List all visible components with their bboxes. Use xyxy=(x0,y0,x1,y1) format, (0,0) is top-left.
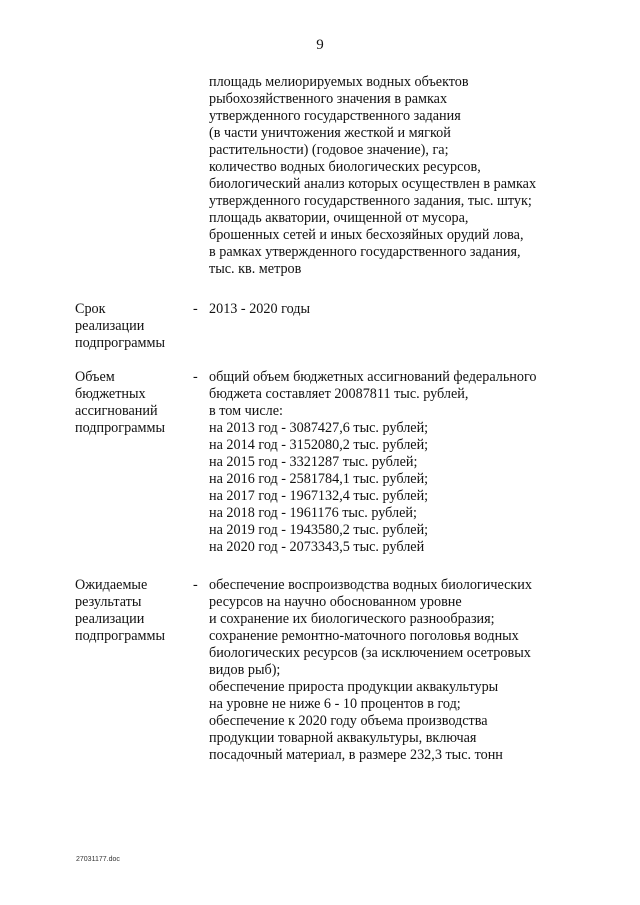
value-line: на 2014 год - 3152080,2 тыс. рублей; xyxy=(209,437,429,453)
value-line: бюджета составляет 20087811 тыс. рублей, xyxy=(209,386,469,402)
intro-line: площадь мелиорируемых водных объектов xyxy=(209,74,469,90)
section-label xyxy=(75,577,185,645)
label-line: бюджетных xyxy=(75,386,146,402)
intro-line: биологический анализ которых осуществлен в рамках xyxy=(209,176,537,192)
value-line: биологических ресурсов (за исключением осетровых xyxy=(209,645,531,661)
section-value xyxy=(209,369,609,556)
dash-separator: - xyxy=(193,577,198,593)
page-number: 9 xyxy=(316,37,324,53)
value-line: сохранение ремонтно-маточного поголовья водных xyxy=(209,628,519,644)
intro-line: утвержденного государственного задания xyxy=(209,108,461,124)
value-line: обеспечение к 2020 году объема производства xyxy=(209,713,488,729)
label-line: подпрограммы xyxy=(75,420,165,436)
value-line: в том числе: xyxy=(209,403,283,419)
section-value xyxy=(209,577,609,764)
value-line: на 2018 год - 1961176 тыс. рублей; xyxy=(209,505,417,521)
value-line: и сохранение их биологического разнообразия; xyxy=(209,611,495,627)
label-line: подпрограммы xyxy=(75,628,165,644)
section-value xyxy=(209,301,609,318)
intro-line: рыбохозяйственного значения в рамках xyxy=(209,91,448,107)
value-line: обеспечение прироста продукции аквакультуры xyxy=(209,679,499,695)
value-line: на уровне не ниже 6 - 10 процентов в год; xyxy=(209,696,461,712)
label-line: Срок xyxy=(75,301,106,317)
label-line: подпрограммы xyxy=(75,335,165,351)
intro-line: растительности) (годовое значение), га; xyxy=(209,142,449,158)
intro-line: брошенных сетей и иных бесхозяйных орудий лова, xyxy=(209,227,524,243)
intro-line: количество водных биологических ресурсов, xyxy=(209,159,481,175)
intro-line: утвержденного государственного задания, тыс. штук; xyxy=(209,193,532,209)
label-line: Объем xyxy=(75,369,115,385)
dash-separator: - xyxy=(193,301,198,317)
value-line: посадочный материал, в размере 232,3 тыс. тонн xyxy=(209,747,503,763)
section-label xyxy=(75,369,185,437)
value-line: общий объем бюджетных ассигнований федерального xyxy=(209,369,537,385)
label-line: результаты xyxy=(75,594,142,610)
value-line: обеспечение воспроизводства водных биологических xyxy=(209,577,532,593)
value-line: на 2015 год - 3321287 тыс. рублей; xyxy=(209,454,418,470)
dash-separator: - xyxy=(193,369,198,385)
value-line: 2013 - 2020 годы xyxy=(209,301,311,317)
value-line: на 2017 год - 1967132,4 тыс. рублей; xyxy=(209,488,429,504)
section-label xyxy=(75,301,185,352)
footer-document-code: 27031177.doc xyxy=(76,856,120,863)
label-line: ассигнований xyxy=(75,403,158,419)
intro-text-block xyxy=(209,74,609,278)
label-line: реализации xyxy=(75,318,145,334)
intro-line: в рамках утвержденного государственного задания, xyxy=(209,244,521,260)
value-line: видов рыб); xyxy=(209,662,281,678)
value-line: ресурсов на научно обоснованном уровне xyxy=(209,594,462,610)
label-line: Ожидаемые xyxy=(75,577,148,593)
label-line: реализации xyxy=(75,611,145,627)
intro-line: (в части уничтожения жесткой и мягкой xyxy=(209,125,451,141)
intro-line: площадь акватории, очищенной от мусора, xyxy=(209,210,469,226)
value-line: на 2016 год - 2581784,1 тыс. рублей; xyxy=(209,471,429,487)
intro-line: тыс. кв. метров xyxy=(209,261,302,277)
value-line: на 2020 год - 2073343,5 тыс. рублей xyxy=(209,539,425,555)
value-line: на 2019 год - 1943580,2 тыс. рублей; xyxy=(209,522,429,538)
value-line: на 2013 год - 3087427,6 тыс. рублей; xyxy=(209,420,429,436)
value-line: продукции товарной аквакультуры, включая xyxy=(209,730,477,746)
